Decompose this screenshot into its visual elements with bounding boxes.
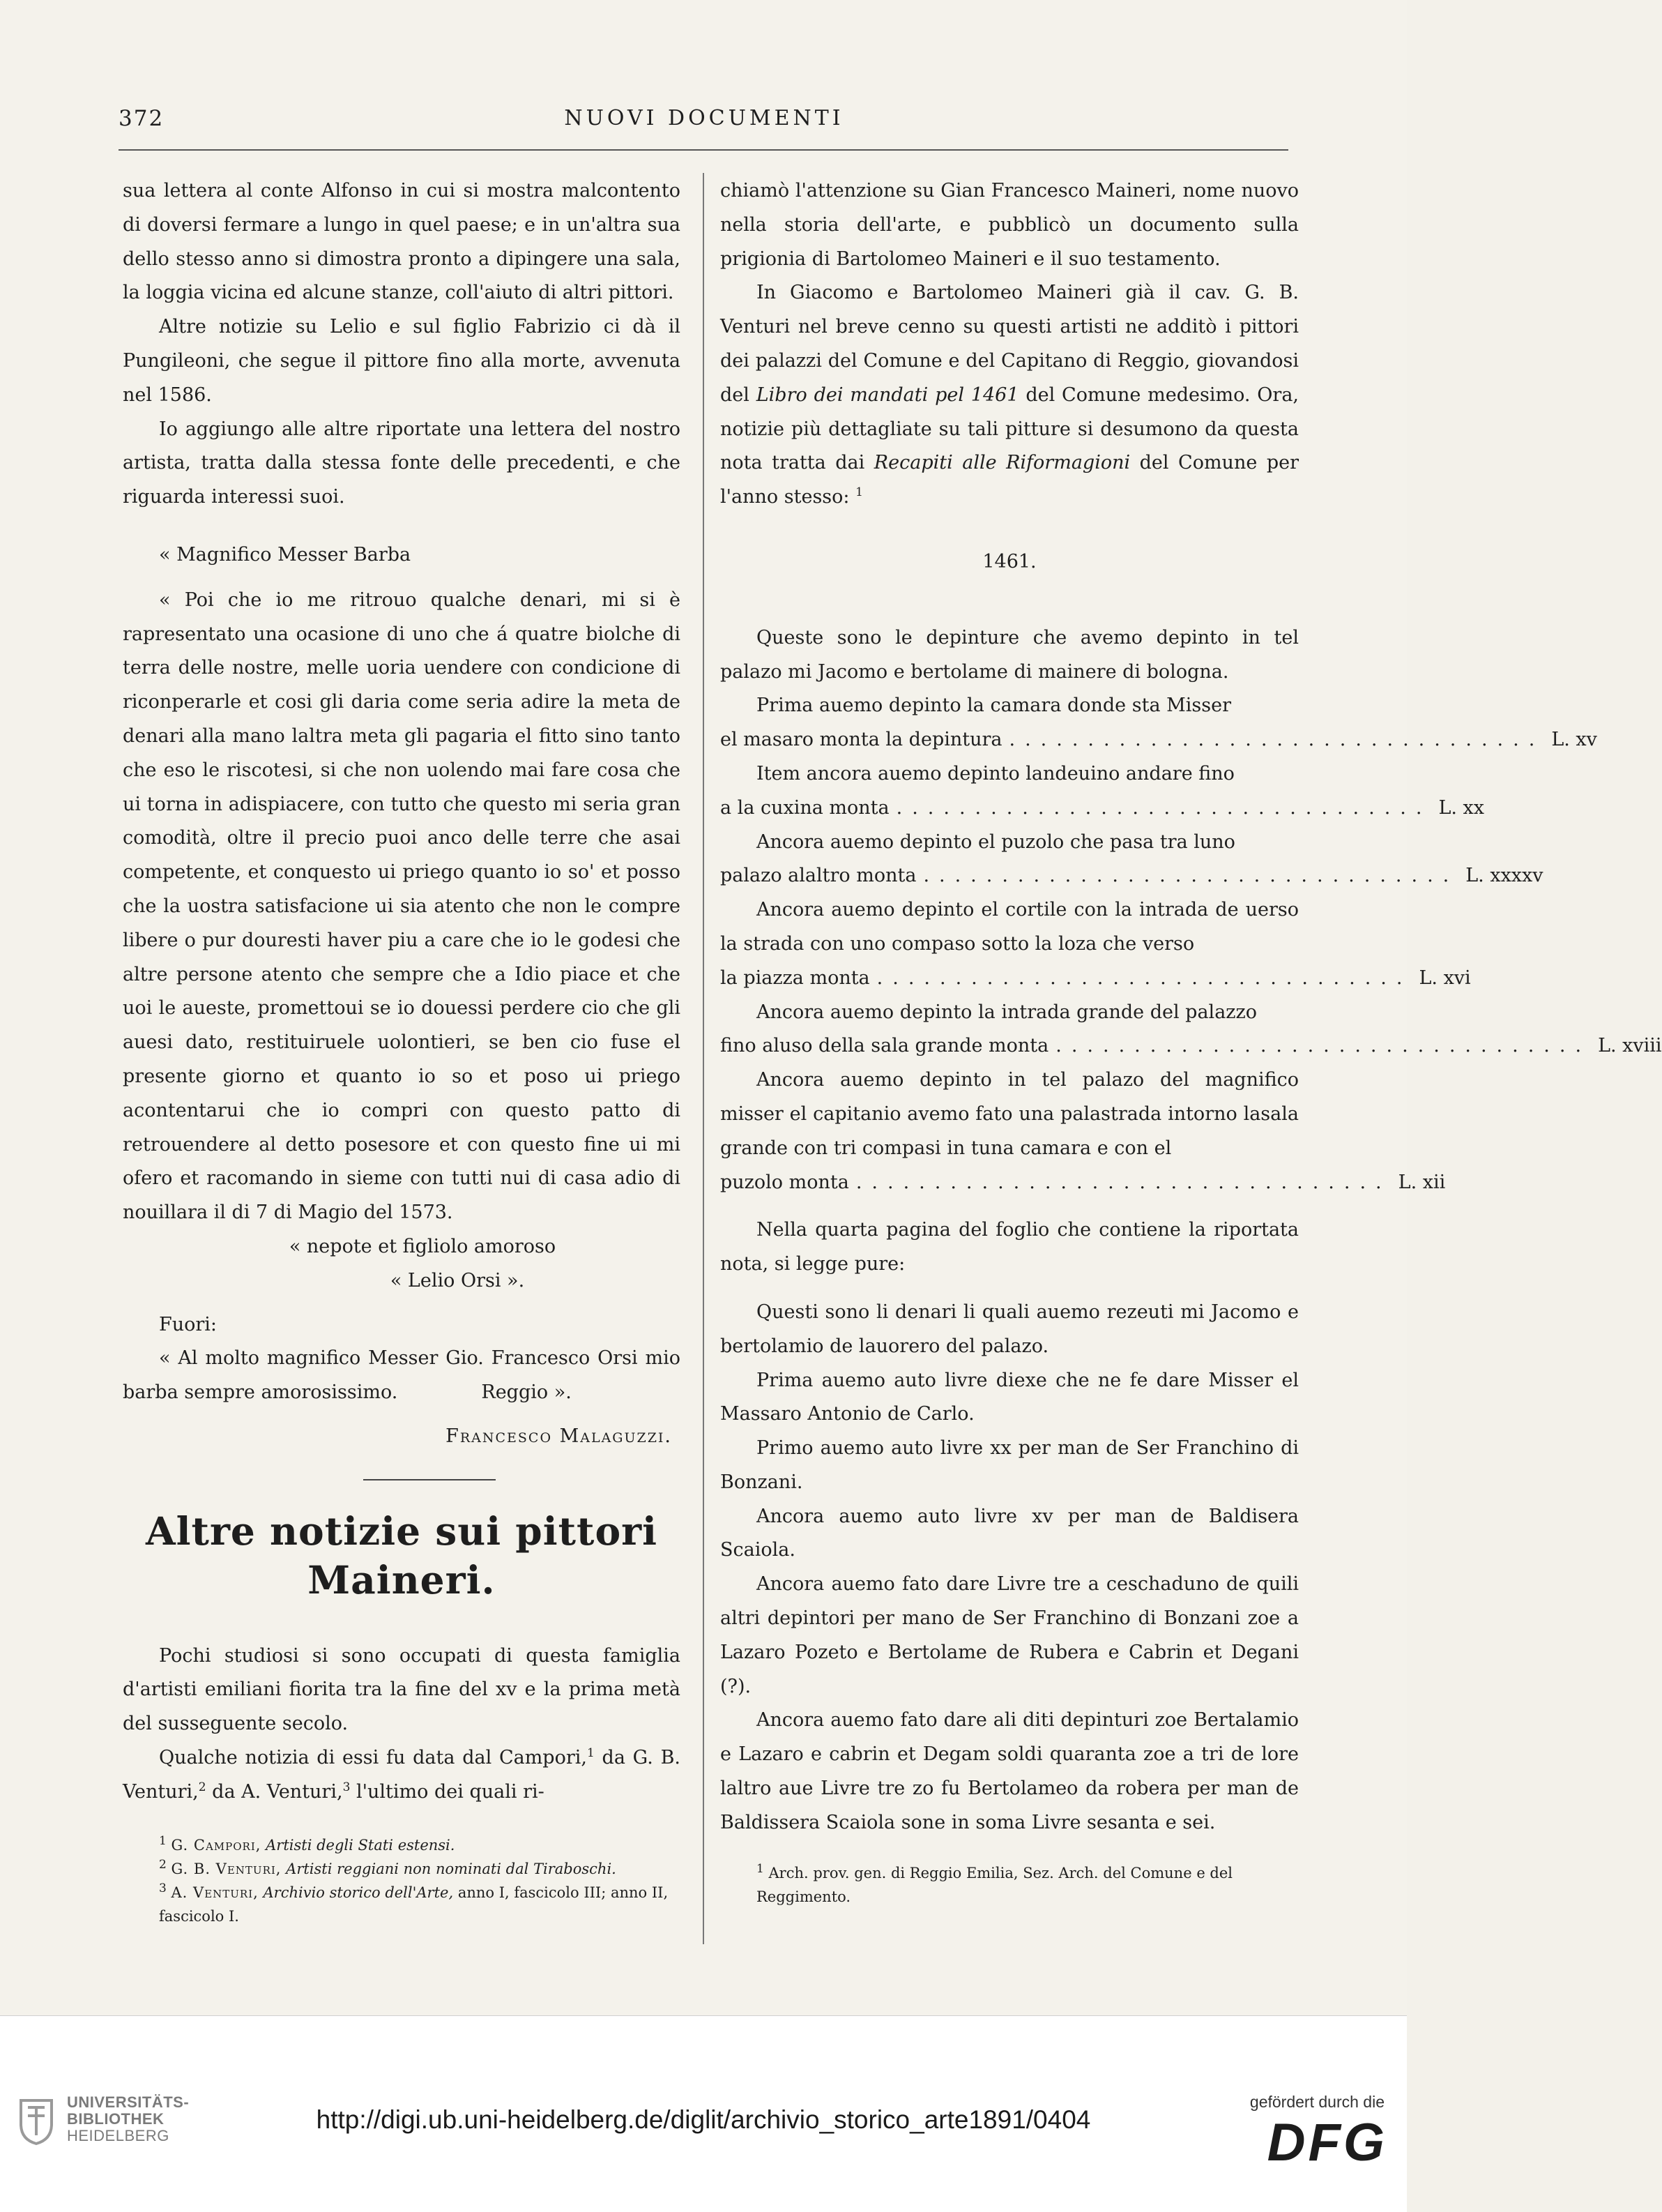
section-title: Altre notizie sui pittori Maineri. bbox=[145, 1508, 658, 1603]
header-rule bbox=[119, 149, 1288, 151]
text-run: Qualche notizia di essi fu data dal Campori, bbox=[159, 1747, 587, 1769]
paragraph: Io aggiungo alle altre riportate una lettera del nostro artista, tratta dalla stessa fonte delle precedenti, e che riguarda interessi suoi. bbox=[123, 418, 680, 508]
paragraph: Pochi studiosi si sono occupati di questa famiglia d'artisti emiliani fiorita tra la fine del xv e la prima metà del susseguente secolo. bbox=[123, 1644, 680, 1735]
entry-total-line: palazo alaltro monta .................................. L. xxxxv bbox=[720, 859, 1299, 893]
author-signature: Francesco Malaguzzi. bbox=[445, 1425, 672, 1447]
entry-total-line: puzolo monta .................................. L. xii bbox=[720, 1166, 1299, 1200]
paragraph: Nella quarta pagina del foglio che contiene la riportata nota, si legge pure: bbox=[720, 1219, 1299, 1275]
section-rule bbox=[363, 1479, 496, 1480]
entry-total-line: la piazza monta .................................. L. xvi bbox=[720, 962, 1299, 996]
footnote-ref: 1 bbox=[855, 485, 863, 500]
address-place: Reggio ». bbox=[481, 1381, 572, 1404]
page-number: 372 bbox=[119, 106, 165, 131]
paragraph: Altre notizie su Lelio e sul figlio Fabrizio ci dà il Pungileoni, che segue il pittore fino alla morte, avvenuta nel 1586. bbox=[123, 316, 680, 406]
footnote-ref: 3 bbox=[342, 1780, 351, 1794]
footnote-ref: 2 bbox=[198, 1780, 206, 1794]
address-text: « Al molto magnifico Messer Gio. Francesco Orsi mio barba sempre amorosissimo. bbox=[123, 1347, 680, 1404]
leader-dots: .................................. bbox=[855, 1171, 1392, 1193]
entry bbox=[720, 1063, 1446, 1199]
entry-text: Ancora auemo depinto la intrada grande del palazzo bbox=[756, 1001, 1257, 1023]
document-year: 1461. bbox=[982, 550, 1037, 573]
amount: L. xvi bbox=[1419, 967, 1471, 989]
letter-closing: « nepote et figliolo amoroso bbox=[289, 1235, 556, 1257]
text-run: del Comune medesimo. Ora, notizie più dettagliate su tali pitture si desumono da questa nota tratta dai bbox=[720, 384, 1299, 474]
funded-by-label: gefördert durch die bbox=[1249, 2093, 1385, 2111]
entry bbox=[720, 689, 1597, 757]
text-run: da G. B. Venturi, bbox=[123, 1747, 680, 1803]
running-title: NUOVI DOCUMENTI bbox=[564, 106, 844, 130]
entry bbox=[720, 996, 1662, 1064]
left-column bbox=[123, 174, 680, 1928]
entry bbox=[720, 757, 1485, 826]
entry bbox=[720, 826, 1543, 894]
entry-text: Ancora auemo depinto el cortile con la intrada de uerso la strada con uno compaso sotto la loza che verso bbox=[720, 899, 1299, 955]
entry-text: Prima auemo depinto la camara donde sta Misser bbox=[756, 695, 1232, 717]
footnotes bbox=[123, 1833, 680, 1928]
footnote-ref: 1 bbox=[586, 1746, 595, 1761]
letter-address bbox=[123, 1342, 680, 1410]
payment-line: Ancora auemo auto livre xv per man de Baldisera Scaiola. bbox=[720, 1505, 1299, 1561]
paragraph-with-refs bbox=[123, 1741, 680, 1810]
column-divider bbox=[703, 173, 704, 1944]
text-run: del Comune per l'anno stesso: bbox=[720, 452, 1299, 508]
dfg-logo: DFG bbox=[1267, 2113, 1387, 2172]
amount: L. xii bbox=[1398, 1171, 1446, 1193]
footer-bar bbox=[0, 2015, 1407, 2212]
paragraph: sua lettera al conte Alfonso in cui si mostra malcontento di doversi fermare a lungo in quel paese; e in un'altra sua dello stesso anno si dimostra pronto a dipingere una sala, la loggia vicina ed alcune stanze, coll'aiuto di altri pittori. bbox=[123, 180, 680, 304]
payment-line: Ancora auemo fato dare ali diti depinturi zoe Bertalamio e Lazaro e cabrin et Degam soldi quaranta zoe a tri de lore laltro aue Livre tre zo fu Bertolameo da robera per man de Baldissera Scaiola sone in soma Livre sesanta e sei. bbox=[720, 1709, 1299, 1833]
text-run: In Giacomo e Bartolomeo Maineri già il cav. G. B. Venturi nel breve cenno su questi artisti ne additò i pittori dei palazzi del Comune e del Capitano di Reggio, giovandosi del bbox=[720, 282, 1299, 406]
entry-text: Ancora auemo depinto el puzolo che pasa tra luno bbox=[756, 831, 1235, 853]
entry bbox=[720, 893, 1471, 995]
letter-body: « Poi che io me ritrouo qualche denari, mi si è rapresentato una ocasione di uno che á quatre biolche di terra delle nostre, melle uoria uendere con condicione di riconperarle et cosi gli daria come seria adire la meta de denari alla mano laltra meta gli pagaria el fitto sino tanto che eso le riscotesi, si che non uolendo mai fare cosa che ui torna in adispiacere, con tutto che questo mi seria gran comodità, oltre il precio puoi anco delle terre che asai competente, et conquesto ui priego quanto io so' et posso che la uostra satisfacione ui sia atento che non le compre libere o pur douresti haver piu a care che io le godesi che altre persone atento che sempre che a Idio piace et che uoi le aueste, promettoui se io douessi perdere cio che gli auesi dato, restituiruele uolontieri, se ben cio fuse el presente giorno et quanto io so et poso ui priego acontentarui che io compri con questo patto di retrouendere al detto posesore et con questo fine ui mi ofero et racomando in sieme con tutti nui di casa adio di nouillara il di 7 di Magio del 1573. bbox=[123, 589, 680, 1224]
italic-title: Libro dei mandati pel 1461 bbox=[756, 384, 1019, 406]
leader-dots: .................................. bbox=[896, 796, 1432, 819]
amount: L. xviii bbox=[1598, 1035, 1662, 1057]
letter-salutation: « Magnifico Messer Barba bbox=[159, 543, 411, 566]
fuori-label: Fuori: bbox=[159, 1313, 218, 1335]
leader-dots: .................................. bbox=[876, 967, 1412, 989]
right-column bbox=[720, 174, 1662, 1909]
leader-dots: .................................. bbox=[1055, 1035, 1592, 1057]
footnote: $^1$ Arch. prov. gen. di Reggio Emilia, Sez. Arch. del Comune e del Reggimento. bbox=[756, 1861, 1233, 1905]
leader-dots: .................................. bbox=[923, 865, 1459, 887]
entry-total-line: fino aluso della sala grande monta .................................. L. xviii bbox=[720, 1029, 1299, 1063]
amount: L. xx bbox=[1438, 796, 1485, 819]
entry-text: Item ancora auemo depinto landeuino andare fino bbox=[756, 762, 1235, 785]
payment-line: Questi sono li denari li quali auemo rezeuti mi Jacomo e bertolamio de lauorero del palazo. bbox=[720, 1301, 1299, 1357]
text-run: da A. Venturi, bbox=[206, 1780, 343, 1803]
text-run: l'ultimo dei quali ri- bbox=[350, 1780, 544, 1803]
letter-signature: « Lelio Orsi ». bbox=[390, 1269, 525, 1291]
footnote: $^1$ G. Campori, Artisti degli Stati estensi. bbox=[159, 1833, 455, 1854]
entry-total-line: a la cuxina monta .................................. L. xx bbox=[720, 791, 1299, 826]
library-name: UNIVERSITÄTS- BIBLIOTHEK HEIDELBERG bbox=[67, 2093, 190, 2144]
entry-list bbox=[720, 689, 1662, 1199]
running-head bbox=[119, 106, 1290, 134]
paragraph bbox=[720, 276, 1299, 515]
amount: L. xv bbox=[1551, 729, 1597, 751]
entry-total-line: el masaro monta la depintura .................................. L. xv bbox=[720, 723, 1299, 757]
paragraph: chiamò l'attenzione su Gian Francesco Maineri, nome nuovo nella storia dell'arte, e pubblicò un documento sulla prigionia di Bartolomeo Maineri e il suo testamento. bbox=[720, 180, 1299, 270]
footnote: $^2$ G. B. Venturi, Artisti reggiani non nominati dal Tiraboschi. bbox=[159, 1857, 616, 1877]
footnote: $^3$ A. Venturi, Archivio storico dell'Arte, anno I, fascicolo III; anno II, fascicolo I. bbox=[159, 1881, 669, 1925]
source-url-link[interactable]: http://digi.ub.uni-heidelberg.de/diglit/archivio_storico_arte1891/0404 bbox=[316, 2105, 1091, 2134]
entry-text: Ancora auemo depinto in tel palazo del magnifico misser el capitanio avemo fato una palastrada intorno lasala grande con tri compasi in tuna camara e con el bbox=[720, 1069, 1299, 1159]
italic-title: Recapiti alle Riformagioni bbox=[874, 452, 1131, 474]
document-intro: Queste sono le depinture che avemo depinto in tel palazo mi Jacomo e bertolame di mainere di bologna. bbox=[720, 626, 1299, 683]
payment-line: Prima auemo auto livre diexe che ne fe dare Misser el Massaro Antonio de Carlo. bbox=[720, 1369, 1299, 1425]
leader-dots: .................................. bbox=[1009, 729, 1545, 751]
amount: L. xxxxv bbox=[1465, 865, 1543, 887]
payment-line: Ancora auemo fato dare Livre tre a ceschaduno de quili altri depintori per mano de Ser Franchino di Bonzani zoe a Lazaro Pozeto e Bertolame de Rubera e Cabrin et Degani (?). bbox=[720, 1573, 1299, 1697]
payment-line: Primo auemo auto livre xx per man de Ser Franchino di Bonzani. bbox=[720, 1437, 1299, 1493]
footnotes bbox=[720, 1861, 1299, 1909]
